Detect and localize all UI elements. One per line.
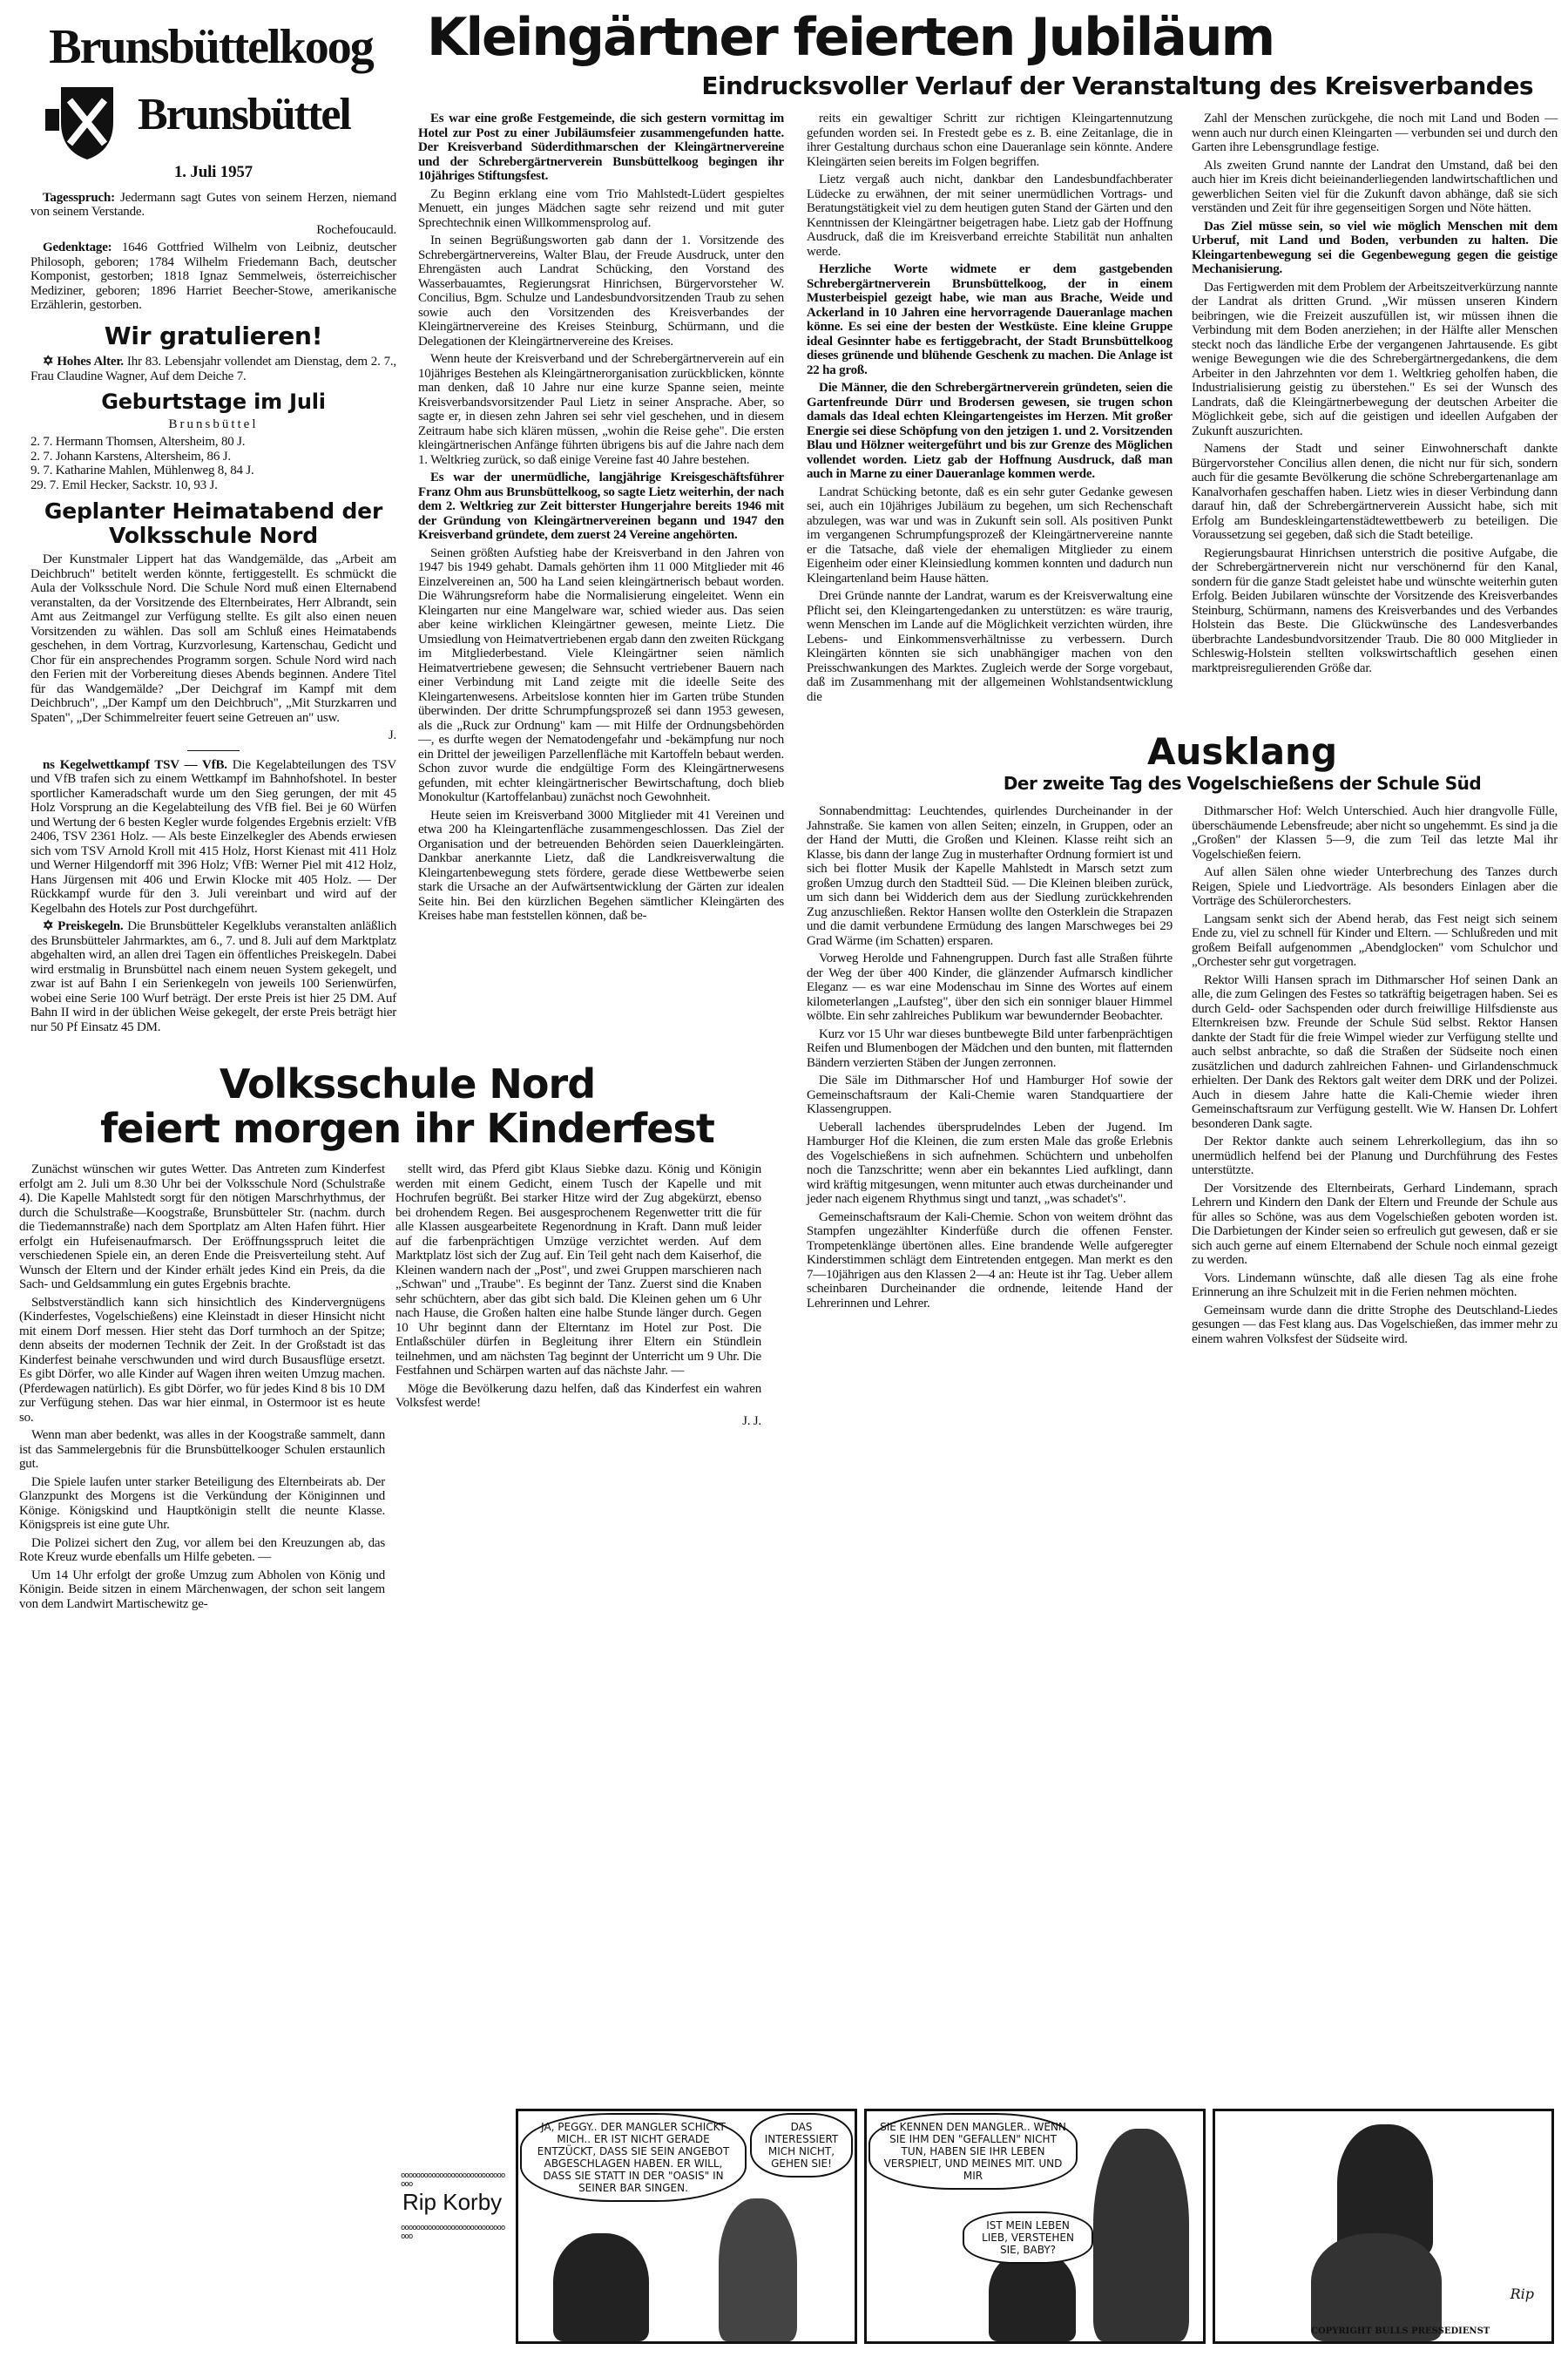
main-headline: Kleingärtner feierten Jubiläum (427, 7, 1274, 68)
paragraph: Regierungsbaurat Hinrichsen unterstrich die positive Aufgabe, die der Schrebergärtnerverein nicht nur verschönernd für den Kanal, sondern für die ganze Stadt geleistet habe und wünschte weiterhin guten Erfolg. Beiden Jubilaren wünschte der Vorsitzende des Kreisverbandes Steinburg, Schürmann, namens des Kreisverbandes und des Verbandes Holstein das Beste. Die Glückwünsche des Landesverbandes überbrachte Landesbundvorsitzender Traub. Die 80 000 Mitglieder in Schleswig-Holstein stellten volkswirtschaftlich gesehen einen marktpreisregulierenden Größe dar. (1192, 545, 1558, 675)
ausklang-subheadline: Der zweite Tag des Vogelschießens der Schule Süd (1003, 773, 1482, 794)
paragraph: In seinen Begrüßungsworten gab dann der 1. Vorsitzende des Schrebergärtnervereins, Walter Blau, der Freude Ausdruck, unter den Ehrengästen auch Landrat Schücking, den Vorstand des Wasserbauamtes, Regierungsrat Hinrichsen, Bürgervorsteher W. Concilius, Bgm. Schulze und Landesbundvorsitzenden Traub zu sehen sowie auch den Vorsitzenden des Kreisverbandes der Kleingärtnervereine des Kreises Steinburg, Schürmann, und die Delegationen der Kleingärtnervereine des Kreises. (418, 234, 784, 349)
paragraph: Möge die Bevölkerung dazu helfen, daß das Kinderfest ein wahren Volksfest werde! (395, 1381, 761, 1411)
tagesspruch-text: Jedermann sagt Gutes von seinem Herzen, niemand von seinem Verstande. (30, 190, 396, 219)
gratulieren-heading: Wir gratulieren! (104, 321, 323, 350)
paragraph: Gemeinschaftsraum der Kali-Chemie. Schon von weitem dröhnt das Stampfen ungezählter Kinderfüße durch die offenen Fenster. Trompetenklänge übertönen alles. Eine brandende Welle aufgeregter Kinderstimmen schlägt dem Eintretenden entgegen. Man merkt es den 7—10jährigen aus den Klassen 2—4 an: Heute ist ihr Tag. Ueber allem scheinbaren Durcheinander die ordnende, leitende Hand der Lehrerinnen und Lehrer. (807, 1209, 1173, 1311)
paragraph: Landrat Schücking betonte, daß es ein sehr guter Gedanke gewesen sei, auch ein 10jähriges Jubiläum zu begehen, um sich Rechenschaft abzulegen, was war und was in Zukunft sein soll. Als positiven Punkt im vergangenen Schrumpfungsprozeß der Kleingärtnervereine nannte er die Tatsache, daß viele der ehemaligen Mitglieder zu einem Eigenheim oder einer Kleinsiedlung kommen konnten und dadurch nun Kleingartenland beim Hause hätten. (807, 484, 1173, 586)
birthday-item: 2. 7. Hermann Thomsen, Altersheim, 80 J. (30, 435, 246, 450)
speech-bubble: IST MEIN LEBEN LIEB, VERSTEHEN SIE, BABY? (963, 2211, 1093, 2264)
birthday-item: 29. 7. Emil Hecker, Sackstr. 10, 93 J. (30, 477, 218, 492)
issue-date: 1. Juli 1957 (174, 163, 253, 181)
paragraph: Seinen größten Aufstieg habe der Kreisverband in den Jahren von 1947 bis 1949 gehabt. Damals gehörten ihm 11 000 Mitglieder mit 46 Einzelvereinen an, 500 ha Land seien kleingärtnerisch bebaut worden. Die Währungsreform habe die Normalisierung eingeleitet. Wenn ein Kleingarten nur eine Mangelware war, schied wieder aus. Das seien aber keine wirklichen Kleingärtner gewesen, meinte Lietz. Die Umsiedlung von Heimatvertriebenen ergab dann den zweiten Rückgang im Mitgliederbestand. Viele Kleingärtner seien nämlich Heimatvertriebene gewesen; die Sehnsucht vertriebener Bauern nach einer Verbindung mit Land zeigte mit die ideelle Seite des Kleingartenwesens. Arbeitslose konnten hier im Garten trübe Stunden überwinden. Der dritte Schrumpfungsprozeß sei dann 1953 gewesen, als die „Ruck zur Ordnung" kam — mit Hilfe der Ordnungsbehörden —, es durfte wegen der Nematodengefahr und -bekämpfung nur noch ein Drittel der jeweiligen Parzellenfläche mit Kartoffeln bebaut werden. Schon zuvor wurde die endgültige Form des Kleingärtnerwesens gefunden, mit echter kleingärtnerischer Bewirtschaftung, doch blieb Monokultur (Kartoffelanbau) zunächst noch Gewohnheit. (418, 545, 784, 804)
ausklang-column-1 (807, 804, 1173, 1314)
birthday-item: 9. 7. Katharine Mahlen, Mühlenweg 8, 84 J. (30, 464, 254, 478)
speech-bubble: DAS INTERESSIERT MICH NICHT, GEHEN SIE! (750, 2113, 853, 2178)
heimatabend-text: Der Kunstmaler Lippert hat das Wandgemälde, das „Arbeit am Deichbruch" betitelt werden könnte, fertiggestellt. Es schmückt die Aula der Volksschule Nord. Die Schule Nord muß einen Elternabend veranstalten, da der Vorsitzende des Elternbeirates, Herr Albrandt, sein Amt aus Zeitmangel zur Verfügung stellte. Es gilt also einen neuen Vorsitzenden zu wählen. Das soll am Schluß eines Heimatabends geschehen, in dem Vortrag, Kurzvorlesung, Kartenschau, Gedicht und Chor für ein ansprechendes Programm sorgen. Schule Nord wird nach den Ferien mit der Vorbereitung dieses Abends beginnen. Andere Titel für das Wandgemälde? „Der Deichgraf im Kampf mit dem Deichbruch", „Der Kampf um den Deichbruch", „Mit Sturzkarren und Spaten", „Der Schimmelreiter feuert seine Getreuen an" usw. (30, 552, 396, 725)
comic-ornament-top: oooooooooooooooooooooooooooooo (401, 2171, 505, 2189)
comic-figure-woman (1093, 2129, 1189, 2341)
birthday-item: 2. 7. Johann Karstens, Altersheim, 86 J. (30, 449, 231, 464)
paragraph: Der Vorsitzende des Elternbeirats, Gerhard Lindemann, sprach Lehrern und Kindern den Dank der Eltern und Freunde der Schule aus für alles so Schöne, was aus dem Vogelschießen geboten worden ist. Die Darbietungen der Kinder seien so erfreulich gut gewesen, daß er sie sich auch gerne auf einem Elternabend der Schule noch einmal gezeigt zu werden. (1192, 1181, 1558, 1267)
gedenktage-text: 1646 Gottfried Wilhelm von Leibniz, deutscher Philosoph, geboren; 1784 Wilhelm Friedemann Bach, deutscher Komponist, gestorben; 1818 Ignaz Semmelweis, österreichischer Mediziner, geboren; 1896 Harriet Beecher-Stowe, amerikanische Erzählerin, gestorben. (30, 240, 396, 312)
paragraph: Als zweiten Grund nannte der Landrat den Umstand, daß bei den auch hier im Kreis dicht beieinanderliegenden landwirtschaftlichen und gewerblichen Seiten viel für die Zukunft davon abhänge, daß sie sich verständen und Zeit für ihre gegenseitigen Sorgen und Nöte hätten. (1192, 158, 1558, 215)
paragraph: Rektor Willi Hansen sprach im Dithmarscher Hof seinen Dank an alle, die zum Gelingen des Festes so tatkräftig beigetragen haben. Sei es durch Geld- oder Sachspenden oder durch freiwillige Hilfsdienste aus Elternkreisen bzw. Freunde der Schule Süd selbst. Rektor Hansen dankte der Stadt für die freie Wimpel wieder zur Verfügung stellte und auch selbst anbrachte, so daß die Straßen der Südseite noch einen zusätzlichen und dadurch zahlreichen Fahnen- und Girlandenschmuck erhielten. Der Dank des Rektors galt weiter dem DRK und der Polizei. Auch in diesem Jahre hatte die Kali-Chemie wieder ihren Gemeinschaftsraum zur Verfügung gestellt. Wie W. Hansen Dr. Lohfert besonderen Dank sagte. (1192, 972, 1558, 1131)
speech-bubble: SIE KENNEN DEN MANGLER.. WENN SIE IHM DEN "GEFALLEN" NICHT TUN, HABEN SIE IHR LEBEN VERSPIELT, UND MEINES MIT. UND MIR (868, 2113, 1078, 2190)
paragraph: Langsam senkt sich der Abend herab, das Fest neigt sich seinem Ende zu, viel zu schnell für Kinder und Eltern. — Schlußreden und mit großem Beifall aufgenommen „Abendglocken" vom Schulchor und „Orchester sehr gut vorgetragen. (1192, 911, 1558, 969)
paragraph: Heute seien im Kreisverband 3000 Mitglieder mit 41 Vereinen und etwa 200 ha Kleingartenfläche zusammengeschlossen. Das Ziel der Organisation und der betreuenden Behörden seien Dauerkleingärten. Dankbar anerkannte Lietz, daß die Landkreisverwaltung die Kleingartenbewegung stets fördere, gerade diese Wettbewerbe seien stark die Ursache an der Aufwärtsentwicklung der Gärten zur idealen Seite hin. Bei den kürzlichen Begehen sämtlicher Kleingärten des Kreises habe man feststellen können, daß be- (418, 808, 784, 923)
paragraph: reits ein gewaltiger Schritt zur richtigen Kleingartennutzung gefunden worden sei. In Frestedt gebe es z. B. eine Zeitanlage, die in ihrer Gestaltung durchaus schon eine Daueranlage sein könnte. Andere Kleingärten seien bereits im Folgen begriffen. (807, 112, 1173, 169)
ausklang-column-2 (1192, 804, 1558, 1350)
speech-bubble: JA, PEGGY.. DER MANGLER SCHICKT MICH.. ER IST NICHT GERADE ENTZÜCKT, DASS SIE SEIN ANGEBOT ABGESCHLAGEN HABEN. ER WILL, DASS SIE STATT IN DER "OASIS" IN SEINER BAR SINGEN. (520, 2113, 747, 2202)
right-area (807, 112, 1556, 1350)
comic-figure-man (989, 2251, 1076, 2341)
masthead-title: Brunsbüttelkoog (49, 20, 373, 74)
geburtstage-heading: Geburtstage im Juli (101, 389, 326, 415)
paragraph: Wenn heute der Kreisverband und der Schrebergärtnerverein auf ein 10jähriges Bestehen als Kleingärtnerorganisation zurückblicken, könnte man denken, daß 10 Jahre nur eine kurze Spanne seien, meinte Kreisverbandsvorsitzender Paul Lietz in seiner Ansprache. Aber, so sagte er, in diesen zehn Jahren sei sehr viel geschehen, und in diesem Zeitraum habe sich klären müssen, „wohin die Reise gehe". Die ersten kleingärtnerischen Anfänge führten übrigens bis auf die Jahre nach dem 1. Weltkrieg zurück, so daß einige Vereine fast 40 Jahre bestehen. (418, 352, 784, 467)
gedenktage-label: Gedenktage: (43, 240, 112, 254)
geburtstage-place: Brunsbüttel (168, 417, 259, 431)
paragraph: Die Männer, die den Schrebergärtnerverein gründeten, seien die Gartenfreunde Dürr und Brodersen gewesen, sie trugen schon damals das Ideal echten Kleingartengeistes im Herzen. Mit großer Energie sei diese Schöpfung von den jetzigen 1. und 2. Vorsitzenden Blau und Hölzner weitergeführt und bis zur Grenze des Möglichen vollendet worden. Lietz gab der Hoffnung Ausdruck, daß man auch in Marne zu einer Daueranlage kommen werde. (807, 381, 1173, 481)
paragraph: Herzliche Worte widmete er dem gastgebenden Schrebergärtnerverein Brunsbüttelkoog, der in einem Musterbeispiel gezeigt habe, wie man aus Brache, Weide und Ackerland in 10 Jahren eine hervorragende Daueranlage machen könne. Es sei eine der besten der Westküste. Eine kleine Gruppe ideal Gesinnter habe es fertiggebracht, der Stadt Brunsbüttelkoog dieses grünende und blühende Geschenk zu machen. Die Anlage ist 22 ha groß. (807, 262, 1173, 377)
comic-title: Rip Korby (402, 2189, 503, 2215)
heimatabend-sign: J. (388, 728, 396, 743)
preis-label: ✡ Preiskegeln. (43, 919, 124, 934)
kegel-text: Die Kegelabteilungen des TSV und VfB trafen sich zu einem Wettkampf im Bahnhofshotel. In bester sportlicher Kameradschaft wurde um den Sieg gerungen, der mit 45 Holz Vorsprung an die Kegelabteilung des VfB fiel. Bei je 60 Würfen und Wertung der 6 besten Kegler wurde folgendes Ergebnis erzielt: VfB 2406, TSV 2361 Holz. — Als beste Einzelkegler des Abends erwiesen sich vom TSV Arnold Kroll mit 415 Holz, Horst Kienast mit 411 Holz und Werner Hilgendorff mit 396 Holz; VfB: Werner Piel mit 412 Holz, Hans Jürgensen mit 406 und Erwin Klocke mit 405 Holz. — Der Rückkampf wurde für den 3. Juli vereinbart und wird auf der Kegelbahn des Hotels zur Post durchgeführt. (30, 757, 396, 916)
paragraph: Zunächst wünschen wir gutes Wetter. Das Antreten zum Kinderfest erfolgt am 2. Juli um 8.30 Uhr bei der Volksschule Nord (Schulstraße 4). Die Kapelle Mahlstedt sorgt für den nötigen Marschrhythmus, der durch die Schulstraße—Koogstraße, Brunsbütteler Str. (nachm. durch die Tiedemannstraße) nach dem Sportplatz am Alten Hafen führt. Hier erfolgt ein Hufeisenaufmarsch. Der Eröffnungsspruch leitet die verschiedenen Spiele ein, an deren Ende die Preisverteilung steht. Auf Wunsch der Eltern und der Kinder erhält jedes Kind ein Preis, da die Sach- und Geldsammlung ein gutes Ergebnis brachte. (19, 1162, 385, 1292)
paragraph: Lietz vergaß auch nicht, dankbar den Landesbundfachberater Lüdecke zu erwähnen, der mit seiner unermüdlichen Vortrags- und Beratungstätigkeit viel zu dem heutigen guten Stand der Gärten und den Kenntnissen der Kleingärtner beigetragen habe. Lietz gab der Hoffnung Ausdruck, daß die im Kreisverband erreichte Stabilität nun anhalten werde. (807, 173, 1173, 259)
paragraph: Zu Beginn erklang eine vom Trio Mahlstedt-Lüdert gespieltes Menuett, ein junges Mädchen sagte sehr reizend und mit guter Sprechtechnik einen Willkommensprolog auf. (418, 186, 784, 230)
paragraph: Das Fertigwerden mit dem Problem der Arbeitszeitverkürzung nannte der Landrat als dritten Grund. „Wir müssen unseren Kindern beibringen, wie die Freizeit auszufüllen ist, wir müssen ihnen die Verbindung mit dem Boden anerziehen; in der Hälfte aller Menschen steckt noch das ländliche Erbe der vergangenen Jahrtausende. Es gibt wenige Bewegungen wie die des Schrebergärtnergedankens, die dem Arbeiter in den Jahrzehnten vor dem 1. Weltkrieg geholfen haben, die Industrialisierung geistig zu überstehen." Es sei der Wunsch des Landrats, daß die Kleingärtnerbewegung der deutschen Arbeiter die Möglichkeit gebe, sich auf die geistigen und ideellen Aufgaben der Zukunft auszurichten. (1192, 280, 1558, 438)
kinderfest-sign: J. J. (742, 1413, 761, 1428)
hohes-alter-label: ✡ Hohes Alter. (43, 355, 124, 369)
paragraph: Dithmarscher Hof: Welch Unterschied. Auch hier drangvolle Fülle, überschäumende Lebensfreude; aber nicht so ungehemmt. Es sind ja die „Großen" der Klassen 5—9, die zum Teil das letzte Mal ihr Vogelschießen feiern. (1192, 804, 1558, 862)
left-area (19, 112, 784, 1615)
ausklang-header (929, 730, 1556, 794)
comic-panel-2 (864, 2109, 1206, 2344)
main-article-column-2 (807, 112, 1173, 708)
paragraph: Der Rektor dankte auch seinem Lehrerkollegium, das ihn so unermüdlich helfend bei der Planung und Durchführung des Festes unterstützte. (1192, 1134, 1558, 1177)
paragraph: Zahl der Menschen zurückgehe, die noch mit Land und Boden — wenn auch nur durch einen Kleingarten — verbunden sei und durch den Garten ihre Lebensgrundlage festige. (1192, 112, 1558, 154)
heimatabend-heading: Geplanter Heimatabend der Volksschule Nord (44, 498, 383, 548)
paragraph: Drei Gründe nannte der Landrat, warum es der Kreisverwaltung eine Pflicht sei, den Kleingartengedanken zu unterstützen: es wäre traurig, wenn Menschen im Lande auf die Möglichkeit verzichten würden, ihre Lebens- und Einkommensverhältnisse zu verbessern. Durch Kleingärten könnten sie sich unabhängiger machen von den Preisschwankungen des Marktes. Zugleich werde der Sorge vorgebaut, daß im Zusammenhang mit der allgemeinen Wohlstandsentwicklung die (807, 589, 1173, 704)
comic-figure-man (553, 2233, 649, 2341)
kinderfest-headline-2: feiert morgen ihr Kinderfest (100, 1104, 714, 1152)
comic-panel-3 (1213, 2109, 1554, 2344)
kinderfest-headline-1: Volksschule Nord (219, 1060, 596, 1108)
paragraph: Selbstverständlich kann sich hinsichtlich des Kindervergnügens (Kinderfestes, Vogelschießens) eine Kleinstadt in dieser Hinsicht nicht mit einem Dorf messen. Hier steht das Dorf turmhoch an der Spitze; denn abseits der modernen Technik der Zeit. In der Großstadt ist das Kinderfest beinahe verschwunden und wird durch Busausflüge ersetzt. Es gibt Dörfer, wo alle Kinder auf Wagen ihren weiten Umzug machen. (Pferdewagen natürlich). Es gibt Dörfer, wo für jedes Kind 8 bis 10 DM zur Verfügung stehen. Das war hier einmal, in Ostermoor ist es heute so. (19, 1295, 385, 1425)
paragraph: stellt wird, das Pferd gibt Klaus Siebke dazu. König und Königin werden mit einem Gedicht, einem Tusch der Kapelle und mit Hochrufen begrüßt. Bei starker Hitze wird der Zug abgekürzt, ebenso bei drohendem Regen. Bei ausgesprochenem Regenwetter tritt die für alle Klassen ausgearbeitete Regenordnung in Kraft. Dann muß leider auf die farbenprächtigen Umzüge verzichtet werden. Auf dem Marktplatz löst sich der Zug auf. Ein Teil geht nach dem Kaiserhof, die Kleinen wandern nach der „Post", und zwei Gruppen marschieren nach „Schwan" und „Traube". Es beginnt der Tanz. Zuerst sind die Knaben sehr schüchtern, aber das gibt sich bald. Die Kleinen gehen um 6 Uhr nach Hause, die Großen halten eine halbe Stunde länger durch. Gegen 10 Uhr beginnt dann der Elterntanz im Hotel zur Post. Die Entlaßschüler dürfen in Begleitung ihrer Eltern ein Stündlein teilnehmen, und am nächsten Tag beginnt der Unterricht um 9 Uhr. Die Festfahnen und Schärpen warten auf das nächste Jahr. — (395, 1162, 761, 1378)
comic-ornament-bottom: oooooooooooooooooooooooooooooo (401, 2224, 505, 2241)
paragraph: Gemeinsam wurde dann die dritte Strophe des Deutschland-Liedes gesungen — das Fest klang aus. Das Vogelschießen, das immer mehr zu einem wahren Volksfest der Südseite wird. (1192, 1303, 1558, 1346)
comic-copyright: COPYRIGHT BULLS PRESSEDIENST (1311, 2327, 1490, 2336)
comic-panel-1 (516, 2109, 857, 2344)
preis-text: Die Brunsbütteler Kegelklubs veranstalten anläßlich des Brunsbütteler Jahrmarktes, am 6., 7. und 8. Juli auf dem Marktplatz abgehalten wird, an allen drei Tagen ein öffentliches Preiskegeln. Dabei wird erstmalig in Brunsbüttel nach einem neuen System gekegelt, und zwar ist auf Bahn I ein Serienkegeln von jeweils 100 Serienwürfen, wobei eine Serie 100 Wurf beträgt. Der erste Preis ist hier 25 DM. Auf Bahn II wird in der üblichen Weise gekegelt, der erste Preis beträgt hier nur 50 Pf Einsatz 45 DM. (30, 919, 396, 1034)
paragraph: Die Polizei sichert den Zug, vor allem bei den Kreuzungen ab, das Rote Kreuz wurde ebenfalls um Hilfe gebeten. — (19, 1535, 385, 1565)
kinderfest-column-2 (395, 1162, 761, 1432)
tagesspruch-label: Tagesspruch: (43, 190, 115, 205)
kinderfest-column-1 (19, 1162, 385, 1615)
main-subheadline: Eindrucksvoller Verlauf der Veranstaltung des Kreisverbandes (701, 71, 1533, 100)
masthead-subtitle: Brunsbüttel (138, 90, 350, 139)
ausklang-headline: Ausklang (1146, 730, 1338, 773)
paragraph: Vors. Lindemann wünschte, daß alle diesen Tag als eine frohe Erinnerung an ihre Schulzeit mit in die Ferien nehmen möchten. (1192, 1270, 1558, 1299)
paragraph: Es war der unermüdliche, langjährige Kreisgeschäftsführer Franz Ohm aus Brunsbüttelkoog, so sagte Lietz weiterhin, der nach dem 2. Weltkrieg zur Zeit bitterster Hungerjahre bereits 1946 mit der Gründung von Kleingärtnervereinen begann und 1947 den Kreisverband gründete, dem zuerst 24 Vereine angehörten. (418, 471, 784, 542)
kegel-label: ns Kegelwettkampf TSV — VfB. (43, 757, 227, 772)
main-article-column-1 (418, 112, 784, 927)
paragraph: Es war eine große Festgemeinde, die sich gestern vormittag im Hotel zur Post zu einer Jubiläumsfeier zusammengefunden hatte. Der Kreisverband Süderdithmarschen der Kleingärtnervereine und der Schrebergärtnerverein Bunsbüttelkoog begingen ihr 10jähriges Stiftungsfest. (418, 112, 784, 183)
paragraph: Sonnabendmittag: Leuchtendes, quirlendes Durcheinander in der Jahnstraße. Sie kamen von allen Seiten; einzeln, in Gruppen, oder an der Hand der Mutti, die Großen und Kleinen. Klasse reiht sich an Klasse, bis dann der lange Zug in musterhafter Ordnung formiert ist und sich bei flotter Musik der Kapelle Mahlstedt in Marsch setzt zum großen Umzug durch den Stadtteil Süd. — Die Kleinen bleiben zurück, um sich dann bei Widderich dem aus der Siedlung zurückkehrenden Zug anzuschließen. Rektor Hansen wollte den Osterklein die Strapazen und die damit verbundene Ermüdung des langen Marschweges bei 29 Grad Wärme (im Schatten) ersparen. (807, 804, 1173, 948)
paragraph: Um 14 Uhr erfolgt der große Umzug zum Abholen von König und Königin. Beide sitzen in einem Märchenwagen, der schon seit langem von dem Landwirt Martischewitz ge- (19, 1568, 385, 1611)
paragraph: Kurz vor 15 Uhr war dieses buntbewegte Bild unter farbenprächtigen Reifen und Blumenbogen der Mädchen und den bunten, mit flatternden Bändern verzierten Stäben der Jungen zerronnen. (807, 1026, 1173, 1070)
comic-figure-victim (1311, 2233, 1442, 2341)
paragraph: Vorweg Herolde und Fahnengruppen. Durch fast alle Straßen führte der Weg der über 400 Kinder, die glänzender Aufmarsch kindlicher Eleganz — es war eine Modenschau im Sinne des Wortes auf einem kilometerlangen „Laufsteg", über den sich ein sonniger blauer Himmel wölbte. Ein sehr zahlreiches Publikum war bewundernder Beobachter. (807, 952, 1173, 1023)
comic-figure-woman (719, 2198, 797, 2341)
paragraph: Wenn man aber bedenkt, was alles in der Koogstraße sammelt, dann ist das Sammelergebnis für die Brunsbüttelkooger Schulen erstaunlich gut. (19, 1428, 385, 1472)
divider (187, 750, 240, 751)
tagesspruch-author: Rochefoucauld. (316, 222, 396, 237)
main-article-column-3 (1192, 112, 1558, 679)
hohes-alter-text: Ihr 83. Lebensjahr vollendet am Dienstag, dem 2. 7., Frau Claudine Wagner, Auf dem Deiche 7. (30, 355, 396, 383)
paragraph: Namens der Stadt und seiner Einwohnerschaft dankte Bürgervorsteher Concilius allen denen, die nicht nur für sich, sondern auch für die gesamte Bevölkerung die schöne Schrebergartenanlage am Kanalvorhafen geschaffen haben. Lietz wies in dieser Verbindung dann darauf hin, daß der Schrebergärtnerverein Aussicht habe, sich mit Erfolg am Bundeskleingartenstädtewettbewerb zu beteiligen. Die Voraussetzung sei gegeben, daß sich die Stadt beteilige. (1192, 442, 1558, 542)
left-column (30, 112, 396, 1038)
paragraph: Die Spiele laufen unter starker Beteiligung des Elternbeirats ab. Der Glanzpunkt des Morgens ist die Verkündung der Königinnen und Könige. Königskind und Hauptkönigin stellt die neunte Klasse. Königspreis ist eine gute Uhr. (19, 1474, 385, 1533)
paragraph: Auf allen Sälen ohne wieder Unterbrechung des Tanzes durch Reigen, Spiele und Liedvorträge. Als besonders Einlagen aber die Vorträge des Schülerorchesters. (1192, 865, 1558, 908)
paragraph: Das Ziel müsse sein, so viel wie möglich Menschen mit dem Urberuf, mit Land und Boden, verbunden zu halten. Die Kleingartenbewegung sei die Gegenbewegung gegen die geistige Mechanisierung. (1192, 219, 1558, 276)
paragraph: Ueberall lachendes übersprudelndes Leben der Jugend. Im Hamburger Hof die Kleinen, die zum ersten Male das große Erlebnis des Vogelschießens in sich aufnehmen. Schüchtern und unbeholfen noch die Tanzschritte; wenn aber ein bekanntes Lied aufklingt, dann wird kräftig mitgesungen, wenn mitunter auch etwas durcheinander und jeder nach eigenem Rhythmus singt und tanzt, „was schadet's". (807, 1120, 1173, 1206)
artist-signature: Rip (1510, 2286, 1534, 2302)
paragraph: Die Säle im Dithmarscher Hof und Hamburger Hof sowie der Gemeinschaftsraum der Kali-Chemie waren Standquartiere der Klassengruppen. (807, 1074, 1173, 1116)
